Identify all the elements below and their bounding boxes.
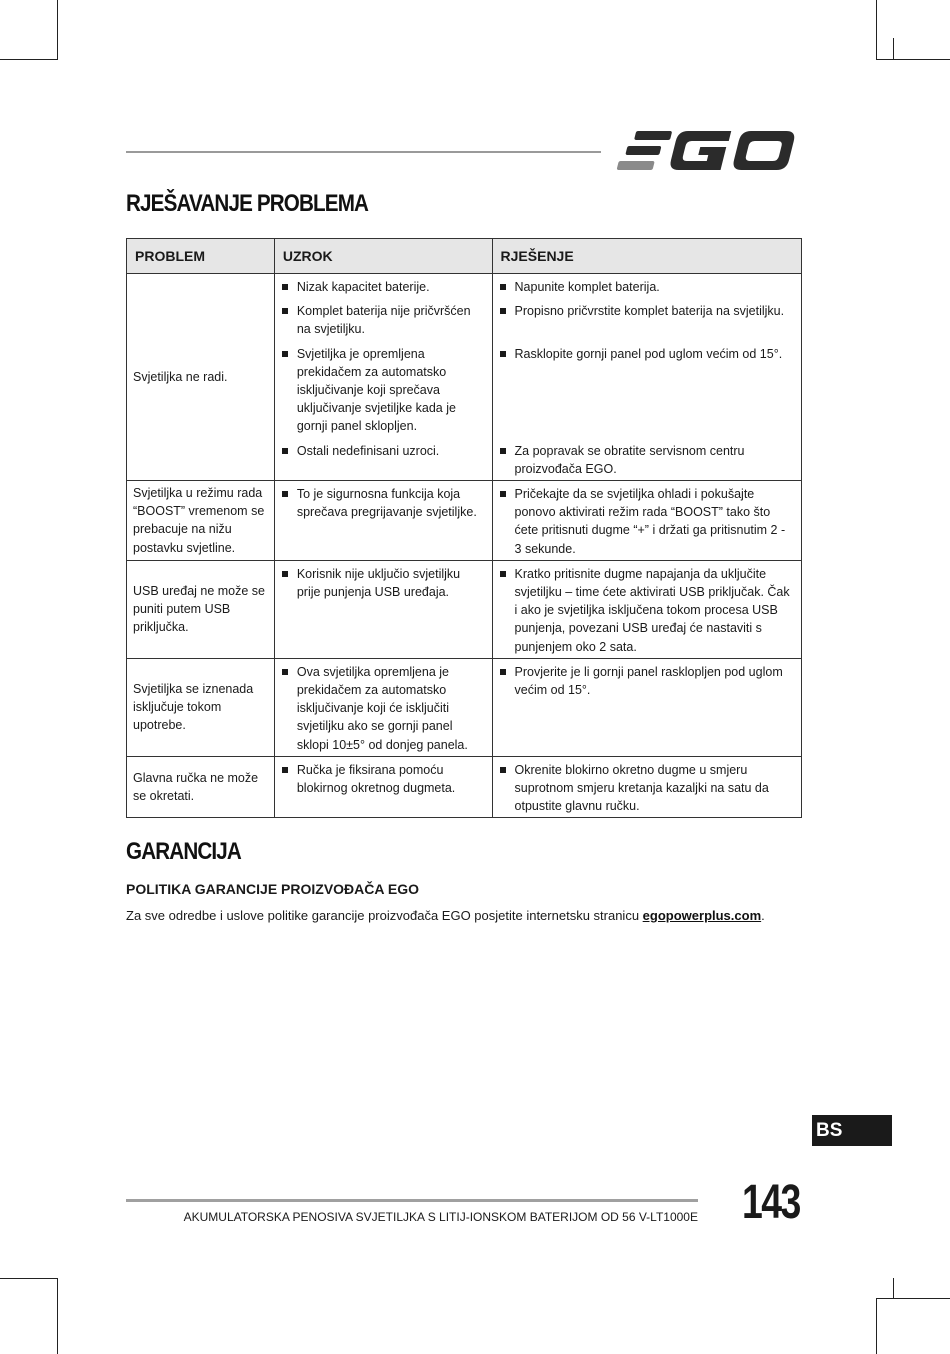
solution-item: Kratko pritisnite dugme napajanja da uključite svjetiljku – time ćete aktivirati USB priključak. Čak i ako je svjetiljka isključena tokom procesa USB punjenja, povezani USB uređaj će nastaviti s punjenjem oko 2 sata.: [499, 565, 795, 656]
solution-item: Propisno pričvrstite komplet baterija na svjetiljku.: [499, 302, 795, 320]
problem-cell: Glavna ručka ne može se okretati.: [127, 756, 275, 818]
crop-mark: [876, 0, 877, 60]
solution-item: Rasklopite gornji panel pod uglom većim od 15°.: [499, 345, 795, 363]
warranty-text: [126, 908, 765, 923]
table-row: [127, 274, 802, 299]
troubleshooting-table: [126, 238, 802, 818]
warranty-title: GARANCIJA: [126, 838, 241, 865]
warranty-text-start: Za sve odredbe i uslove politike garancije proizvođača EGO posjetite internetsku stranicu: [126, 908, 643, 923]
problem-cell: Svjetiljka u režimu rada “BOOST” vremenom se prebacuje na nižu postavku svjetline.: [127, 481, 275, 561]
cause-item: Ova svjetiljka opremljena je prekidačem za automatsko isključivanje koji će isključiti svjetiljku ako se gornji panel sklopi 10±5° od donjeg panela.: [281, 663, 486, 754]
header-rule: [126, 151, 601, 153]
cause-item: Svjetiljka je opremljena prekidačem za automatsko isključivanje koji sprečava uključivanje svjetiljke kada je gornji panel sklopljen.: [281, 345, 486, 436]
solution-item: Okrenite blokirno okretno dugme u smjeru suprotnom smjeru kretanja kazaljki na satu da otpustite glavnu ručku.: [499, 761, 795, 816]
ego-logo: [615, 128, 800, 174]
crop-mark: [57, 0, 58, 60]
warranty-link[interactable]: egopowerplus.com: [642, 908, 762, 923]
page-number: 143: [742, 1176, 800, 1229]
solution-item: Provjerite je li gornji panel rasklopljen pod uglom većim od 15°.: [499, 663, 795, 699]
crop-mark: [0, 1278, 58, 1279]
cause-item: Ručka je fiksirana pomoću blokirnog okretnog dugmeta.: [281, 761, 486, 797]
cause-item: Ostali nedefinisani uzroci.: [281, 442, 486, 460]
troubleshooting-title: RJEŠAVANJE PROBLEMA: [126, 190, 369, 217]
table-row: [127, 560, 802, 658]
cause-item: Korisnik nije uključio svjetiljku prije punjenja USB uređaja.: [281, 565, 486, 601]
crop-mark: [57, 1278, 58, 1354]
crop-mark: [876, 59, 950, 60]
table-row: [127, 658, 802, 756]
solution-item: Za popravak se obratite servisnom centru proizvođača EGO.: [499, 442, 795, 478]
footer-rule: [126, 1199, 698, 1202]
cause-item: To je sigurnosna funkcija koja sprečava pregrijavanje svjetiljke.: [281, 485, 486, 521]
solution-item: Pričekajte da se svjetiljka ohladi i pokušajte ponovo aktivirati režim rada “BOOST” tako što ćete pritisnuti dugme “+” i držati ga pritisnutim 2 - 3 sekunde.: [499, 485, 795, 558]
crop-mark: [0, 59, 58, 60]
footer-product-name: AKUMULATORSKA PENOSIVA SVJETILJKA S LITIJ-IONSKOM BATERIJOM OD 56 V-LT1000E: [183, 1210, 698, 1224]
crop-mark: [893, 38, 894, 60]
table-row: [127, 481, 802, 561]
crop-mark: [893, 1278, 894, 1298]
warranty-text-end: .: [761, 908, 765, 923]
warranty-subtitle: POLITIKA GARANCIJE PROIZVOĐAČA EGO: [126, 881, 419, 897]
table-row: [127, 756, 802, 818]
cause-item: Nizak kapacitet baterije.: [281, 278, 486, 296]
problem-cell: Svjetiljka se iznenada isključuje tokom upotrebe.: [127, 658, 275, 756]
problem-cell: Svjetiljka ne radi.: [127, 274, 275, 481]
cause-item: Komplet baterija nije pričvršćen na svjetiljku.: [281, 302, 486, 338]
column-header-problem: PROBLEM: [127, 239, 275, 274]
language-badge: BS: [812, 1115, 892, 1146]
crop-mark: [876, 1298, 950, 1299]
solution-item: Napunite komplet baterija.: [499, 278, 795, 296]
crop-mark: [876, 1298, 877, 1354]
problem-cell: USB uređaj ne može se puniti putem USB priključka.: [127, 560, 275, 658]
column-header-solution: RJEŠENJE: [492, 239, 801, 274]
column-header-cause: UZROK: [274, 239, 492, 274]
